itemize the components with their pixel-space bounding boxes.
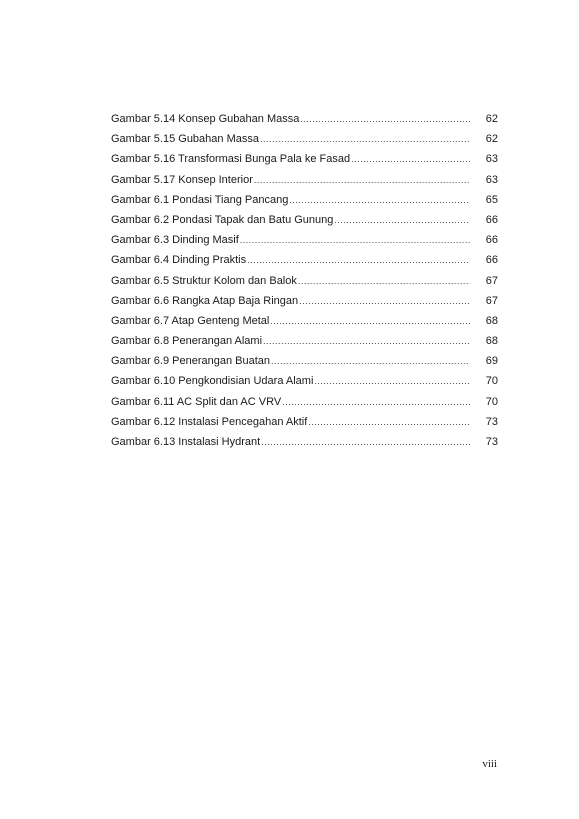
toc-entry-label: Gambar 6.1 Pondasi Tiang Pancang xyxy=(111,193,289,206)
toc-entry-page: 65 xyxy=(485,193,498,206)
toc-dot-leader xyxy=(298,271,470,291)
toc-entry[interactable] xyxy=(111,129,498,149)
toc-entry-label: Gambar 6.13 Instalasi Hydrant xyxy=(111,436,261,448)
toc-dot-leader xyxy=(263,331,470,351)
toc-entry-page: 67 xyxy=(485,274,498,287)
toc-entry[interactable] xyxy=(111,432,498,452)
toc-entry-page: 67 xyxy=(485,294,498,307)
toc-entry-page: 62 xyxy=(485,113,498,125)
toc-dot-leader xyxy=(271,351,470,371)
toc-entry-page: 69 xyxy=(485,355,498,368)
toc-entry[interactable] xyxy=(111,351,498,371)
toc-entry-page: 66 xyxy=(485,234,498,247)
toc-entry[interactable] xyxy=(111,250,498,270)
toc-entry-label: Gambar 5.16 Transformasi Bunga Pala ke Fasad xyxy=(111,153,351,166)
toc-entry-page: 70 xyxy=(485,395,498,408)
toc-entry-label: Gambar 6.9 Penerangan Buatan xyxy=(111,355,271,368)
toc-dot-leader xyxy=(299,291,470,311)
toc-entry-label: Gambar 5.17 Konsep Interior xyxy=(111,173,253,186)
toc-entry-label: Gambar 5.15 Gubahan Massa xyxy=(111,133,259,146)
table-of-figures-list xyxy=(111,109,498,452)
toc-dot-leader xyxy=(270,311,470,331)
page-number: viii xyxy=(482,758,497,770)
toc-entry-label: Gambar 6.6 Rangka Atap Baja Ringan xyxy=(111,294,299,307)
toc-entry[interactable] xyxy=(111,109,498,129)
toc-dot-leader xyxy=(351,149,470,169)
toc-entry[interactable] xyxy=(111,271,498,291)
toc-entry-page: 73 xyxy=(485,415,498,428)
toc-entry[interactable] xyxy=(111,311,498,331)
toc-entry-page: 63 xyxy=(485,153,498,166)
toc-entry[interactable] xyxy=(111,170,498,190)
toc-dot-leader xyxy=(314,371,470,391)
toc-entry[interactable] xyxy=(111,190,498,210)
toc-entry[interactable] xyxy=(111,371,498,391)
toc-entry-label: Gambar 5.14 Konsep Gubahan Massa xyxy=(111,113,300,125)
toc-entry-label: Gambar 6.8 Penerangan Alami xyxy=(111,335,263,348)
toc-entry[interactable] xyxy=(111,412,498,432)
toc-dot-leader xyxy=(300,109,470,129)
toc-entry[interactable] xyxy=(111,392,498,412)
toc-dot-leader xyxy=(308,412,470,432)
toc-entry[interactable] xyxy=(111,210,498,230)
toc-dot-leader xyxy=(289,190,470,210)
toc-entry-label: Gambar 6.4 Dinding Praktis xyxy=(111,254,247,267)
toc-dot-leader xyxy=(247,250,470,270)
toc-dot-leader xyxy=(282,392,470,412)
toc-dot-leader xyxy=(254,170,470,190)
toc-entry-label: Gambar 6.7 Atap Genteng Metal xyxy=(111,314,270,327)
toc-entry-page: 68 xyxy=(485,335,498,348)
toc-entry-page: 66 xyxy=(485,213,498,226)
toc-entry[interactable] xyxy=(111,291,498,311)
toc-entry-page: 68 xyxy=(485,314,498,327)
toc-entry[interactable] xyxy=(111,230,498,250)
toc-entry-page: 66 xyxy=(485,254,498,267)
toc-entry-page: 62 xyxy=(485,133,498,146)
toc-dot-leader xyxy=(240,230,470,250)
toc-dot-leader xyxy=(261,432,470,452)
toc-entry-label: Gambar 6.11 AC Split dan AC VRV xyxy=(111,395,282,408)
toc-entry-label: Gambar 6.2 Pondasi Tapak dan Batu Gunung xyxy=(111,213,334,226)
toc-entry-page: 70 xyxy=(485,375,498,388)
toc-dot-leader xyxy=(260,129,470,149)
toc-entry-label: Gambar 6.3 Dinding Masif xyxy=(111,234,239,247)
toc-entry[interactable] xyxy=(111,149,498,169)
toc-entry-label: Gambar 6.5 Struktur Kolom dan Balok xyxy=(111,274,297,287)
toc-entry-page: 73 xyxy=(485,436,498,448)
toc-entry-page: 63 xyxy=(485,173,498,186)
toc-entry-label: Gambar 6.10 Pengkondisian Udara Alami xyxy=(111,375,314,388)
toc-entry-label: Gambar 6.12 Instalasi Pencegahan Aktif xyxy=(111,415,308,428)
toc-entry[interactable] xyxy=(111,331,498,351)
toc-dot-leader xyxy=(334,210,470,230)
